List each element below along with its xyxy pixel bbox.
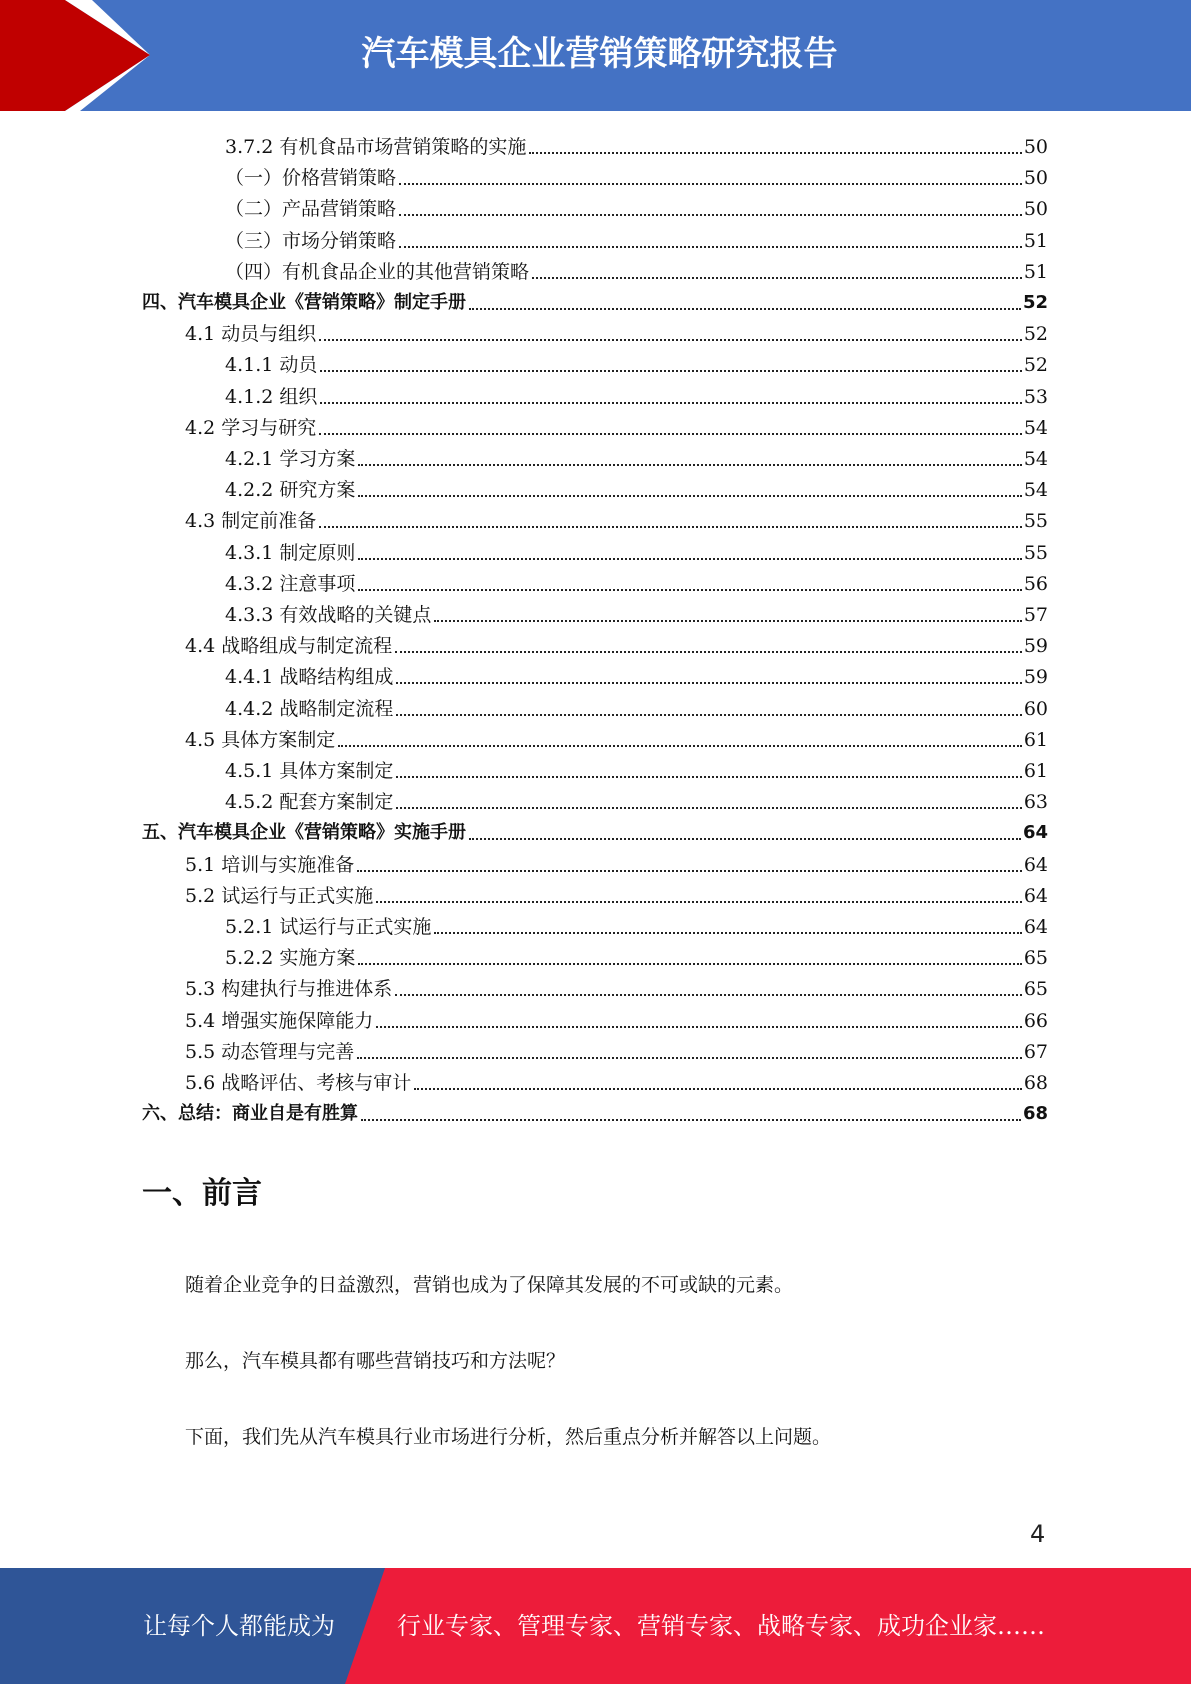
toc-entry-title: 4.3 制定前准备 — [185, 510, 317, 533]
toc-entry[interactable] — [185, 502, 1048, 533]
toc-entry-title: 5.2.1 试运行与正式实施 — [225, 916, 432, 938]
toc-entry-page: 55 — [1023, 541, 1048, 564]
toc-entry-page: 54 — [1023, 448, 1048, 470]
toc-entry[interactable] — [185, 846, 1048, 877]
toc-entry-page: 67 — [1023, 1040, 1048, 1063]
paragraph: 那么，汽车模具都有哪些营销技巧和方法呢？ — [185, 1350, 566, 1372]
toc-entry[interactable] — [185, 877, 1048, 908]
toc-entry-title: 5.5 动态管理与完善 — [185, 1040, 355, 1063]
toc-entry[interactable] — [185, 627, 1048, 658]
toc-entry-page: 68 — [1023, 1072, 1048, 1094]
toc-leader-dots — [414, 1088, 1022, 1090]
toc-leader-dots — [396, 807, 1021, 809]
toc-leader-dots — [358, 558, 1021, 560]
toc-entry-title: （三）市场分销策略 — [225, 229, 397, 252]
page-header — [0, 0, 1191, 111]
toc-entry-title: 5.3 构建执行与推进体系 — [185, 978, 393, 1001]
toc-leader-dots — [319, 526, 1022, 528]
toc-entry-page: 54 — [1023, 479, 1048, 502]
toc-leader-dots — [376, 1026, 1022, 1028]
toc-leader-dots — [319, 433, 1022, 435]
toc-entry[interactable] — [142, 1095, 1048, 1126]
toc-leader-dots — [399, 246, 1022, 248]
toc-entry-page: 59 — [1023, 666, 1048, 689]
toc-entry-page: 51 — [1023, 229, 1048, 252]
toc-entry-page: 57 — [1023, 604, 1048, 626]
toc-entry-title: 3.7.2 有机食品市场营销策略的实施 — [225, 136, 527, 158]
toc-entry[interactable] — [185, 1002, 1048, 1033]
toc-leader-dots — [469, 308, 1021, 310]
section-title: 一、前言 — [142, 1176, 262, 1211]
toc-entry[interactable] — [225, 253, 1048, 284]
toc-entry-title: 4.3.3 有效战略的关键点 — [225, 604, 432, 626]
toc-leader-dots — [358, 495, 1021, 497]
toc-leader-dots — [396, 776, 1021, 778]
toc-entry-title: 5.1 培训与实施准备 — [185, 853, 355, 876]
toc-entry-title: 5.6 战略评估、考核与审计 — [185, 1072, 412, 1094]
toc-leader-dots — [434, 932, 1021, 934]
toc-entry-page: 65 — [1023, 947, 1048, 970]
toc-entry-page: 52 — [1023, 323, 1048, 346]
toc-entry-title: 4.1 动员与组织 — [185, 323, 317, 346]
toc-entry[interactable] — [185, 1064, 1048, 1095]
toc-entry[interactable] — [185, 1033, 1048, 1064]
toc-entry-title: （四）有机食品企业的其他营销策略 — [225, 260, 530, 283]
toc-leader-dots — [395, 994, 1022, 996]
toc-entry-title: 4.4.1 战略结构组成 — [225, 666, 394, 689]
paragraph: 随着企业竞争的日益激烈，营销也成为了保障其发展的不可或缺的元素。 — [185, 1274, 794, 1296]
toc-entry-page: 54 — [1023, 416, 1048, 439]
toc-entry[interactable] — [185, 721, 1048, 752]
toc-leader-dots — [532, 277, 1022, 279]
toc-entry-page: 64 — [1023, 916, 1048, 938]
toc-entry[interactable] — [225, 128, 1048, 159]
toc-entry[interactable] — [225, 658, 1048, 689]
toc-entry-page: 64 — [1023, 853, 1048, 876]
toc-entry[interactable] — [225, 908, 1048, 939]
toc-entry-title: 六、总结：商业自是有胜算 — [142, 1103, 358, 1125]
footer-slogan-left: 让每个人都能成为 — [143, 1612, 335, 1640]
toc-entry[interactable] — [225, 534, 1048, 565]
toc-leader-dots — [358, 963, 1021, 965]
toc-entry[interactable] — [225, 222, 1048, 253]
toc-entry-page: 56 — [1023, 572, 1048, 595]
toc-entry-page: 68 — [1022, 1103, 1048, 1125]
toc-leader-dots — [529, 152, 1021, 154]
toc-entry-title: 5.4 增强实施保障能力 — [185, 1009, 374, 1032]
toc-entry-page: 59 — [1023, 635, 1048, 658]
page-number: 4 — [1030, 1520, 1046, 1548]
toc-entry-page: 63 — [1023, 791, 1048, 814]
toc-leader-dots — [358, 589, 1021, 591]
footer-slogan-right: 行业专家、管理专家、营销专家、战略专家、成功企业家…… — [397, 1612, 1045, 1640]
toc-entry[interactable] — [185, 409, 1048, 440]
toc-entry-title: 四、汽车模具企业《营销策略》制定手册 — [142, 292, 466, 313]
toc-entry-page: 52 — [1023, 354, 1048, 377]
toc-entry-page: 50 — [1023, 136, 1048, 158]
toc-leader-dots — [396, 714, 1021, 716]
toc-entry-page: 64 — [1022, 822, 1048, 844]
toc-entry[interactable] — [225, 752, 1048, 783]
toc-entry-title: 4.2.1 学习方案 — [225, 448, 356, 470]
toc-leader-dots — [399, 183, 1022, 185]
toc-entry-title: 4.1.2 组织 — [225, 385, 318, 408]
toc-entry[interactable] — [142, 814, 1048, 845]
toc-entry[interactable] — [225, 596, 1048, 627]
toc-entry-title: 5.2 试运行与正式实施 — [185, 884, 374, 907]
toc-entry-page: 53 — [1023, 385, 1048, 408]
toc-entry[interactable] — [225, 471, 1048, 502]
toc-entry[interactable] — [225, 690, 1048, 721]
toc-leader-dots — [320, 370, 1021, 372]
toc-entry[interactable] — [142, 284, 1048, 315]
toc-entry[interactable] — [225, 440, 1048, 471]
toc-leader-dots — [361, 1119, 1021, 1121]
toc-entry-page: 60 — [1023, 697, 1048, 720]
toc-entry-page: 50 — [1023, 198, 1048, 221]
toc-leader-dots — [319, 339, 1022, 341]
toc-entry[interactable] — [225, 783, 1048, 814]
toc-leader-dots — [320, 402, 1021, 404]
toc-entry[interactable] — [225, 565, 1048, 596]
toc-entry-page: 50 — [1023, 167, 1048, 190]
toc-entry-title: （二）产品营销策略 — [225, 198, 397, 221]
toc-entry-title: 4.2 学习与研究 — [185, 416, 317, 439]
toc-entry-page: 66 — [1023, 1009, 1048, 1032]
toc-entry-title: 4.3.1 制定原则 — [225, 541, 356, 564]
toc-leader-dots — [376, 901, 1022, 903]
toc-leader-dots — [338, 745, 1022, 747]
toc-leader-dots — [357, 870, 1022, 872]
toc-entry-title: 4.2.2 研究方案 — [225, 479, 356, 502]
toc-entry-title: 五、汽车模具企业《营销策略》实施手册 — [142, 822, 466, 844]
toc-leader-dots — [396, 682, 1021, 684]
toc-entry-page: 65 — [1023, 978, 1048, 1001]
toc-entry[interactable] — [185, 970, 1048, 1001]
toc-entry-page: 61 — [1023, 760, 1048, 782]
toc-leader-dots — [469, 838, 1021, 840]
page-footer — [0, 1568, 1191, 1684]
paragraph: 下面，我们先从汽车模具行业市场进行分析，然后重点分析并解答以上问题。 — [185, 1426, 832, 1448]
toc-entry[interactable] — [225, 939, 1048, 970]
toc-leader-dots — [357, 1057, 1022, 1059]
toc-leader-dots — [395, 651, 1022, 653]
toc-entry-page: 51 — [1023, 260, 1048, 283]
toc-entry-page: 61 — [1023, 728, 1048, 751]
toc-entry[interactable] — [225, 159, 1048, 190]
toc-entry[interactable] — [185, 315, 1048, 346]
toc-entry[interactable] — [225, 346, 1048, 377]
toc-entry[interactable] — [225, 190, 1048, 221]
toc-entry[interactable] — [225, 378, 1048, 409]
toc-entry-title: 4.5.2 配套方案制定 — [225, 791, 394, 814]
toc-leader-dots — [399, 214, 1022, 216]
report-title: 汽车模具企业营销策略研究报告 — [361, 34, 838, 74]
toc-entry-title: 4.3.2 注意事项 — [225, 572, 356, 595]
toc-entry-page: 55 — [1023, 510, 1048, 533]
toc-entry-title: 5.2.2 实施方案 — [225, 947, 356, 970]
toc-entry-title: 4.4 战略组成与制定流程 — [185, 635, 393, 658]
toc-entry-title: 4.5 具体方案制定 — [185, 728, 336, 751]
toc-leader-dots — [434, 620, 1021, 622]
toc-entry-page: 64 — [1023, 884, 1048, 907]
toc-leader-dots — [358, 464, 1021, 466]
toc-entry-title: 4.1.1 动员 — [225, 354, 318, 377]
toc-entry-title: 4.4.2 战略制定流程 — [225, 697, 394, 720]
toc-entry-title: 4.5.1 具体方案制定 — [225, 760, 394, 782]
toc-entry-title: （一）价格营销策略 — [225, 167, 397, 190]
toc-entry-page: 52 — [1022, 292, 1048, 313]
